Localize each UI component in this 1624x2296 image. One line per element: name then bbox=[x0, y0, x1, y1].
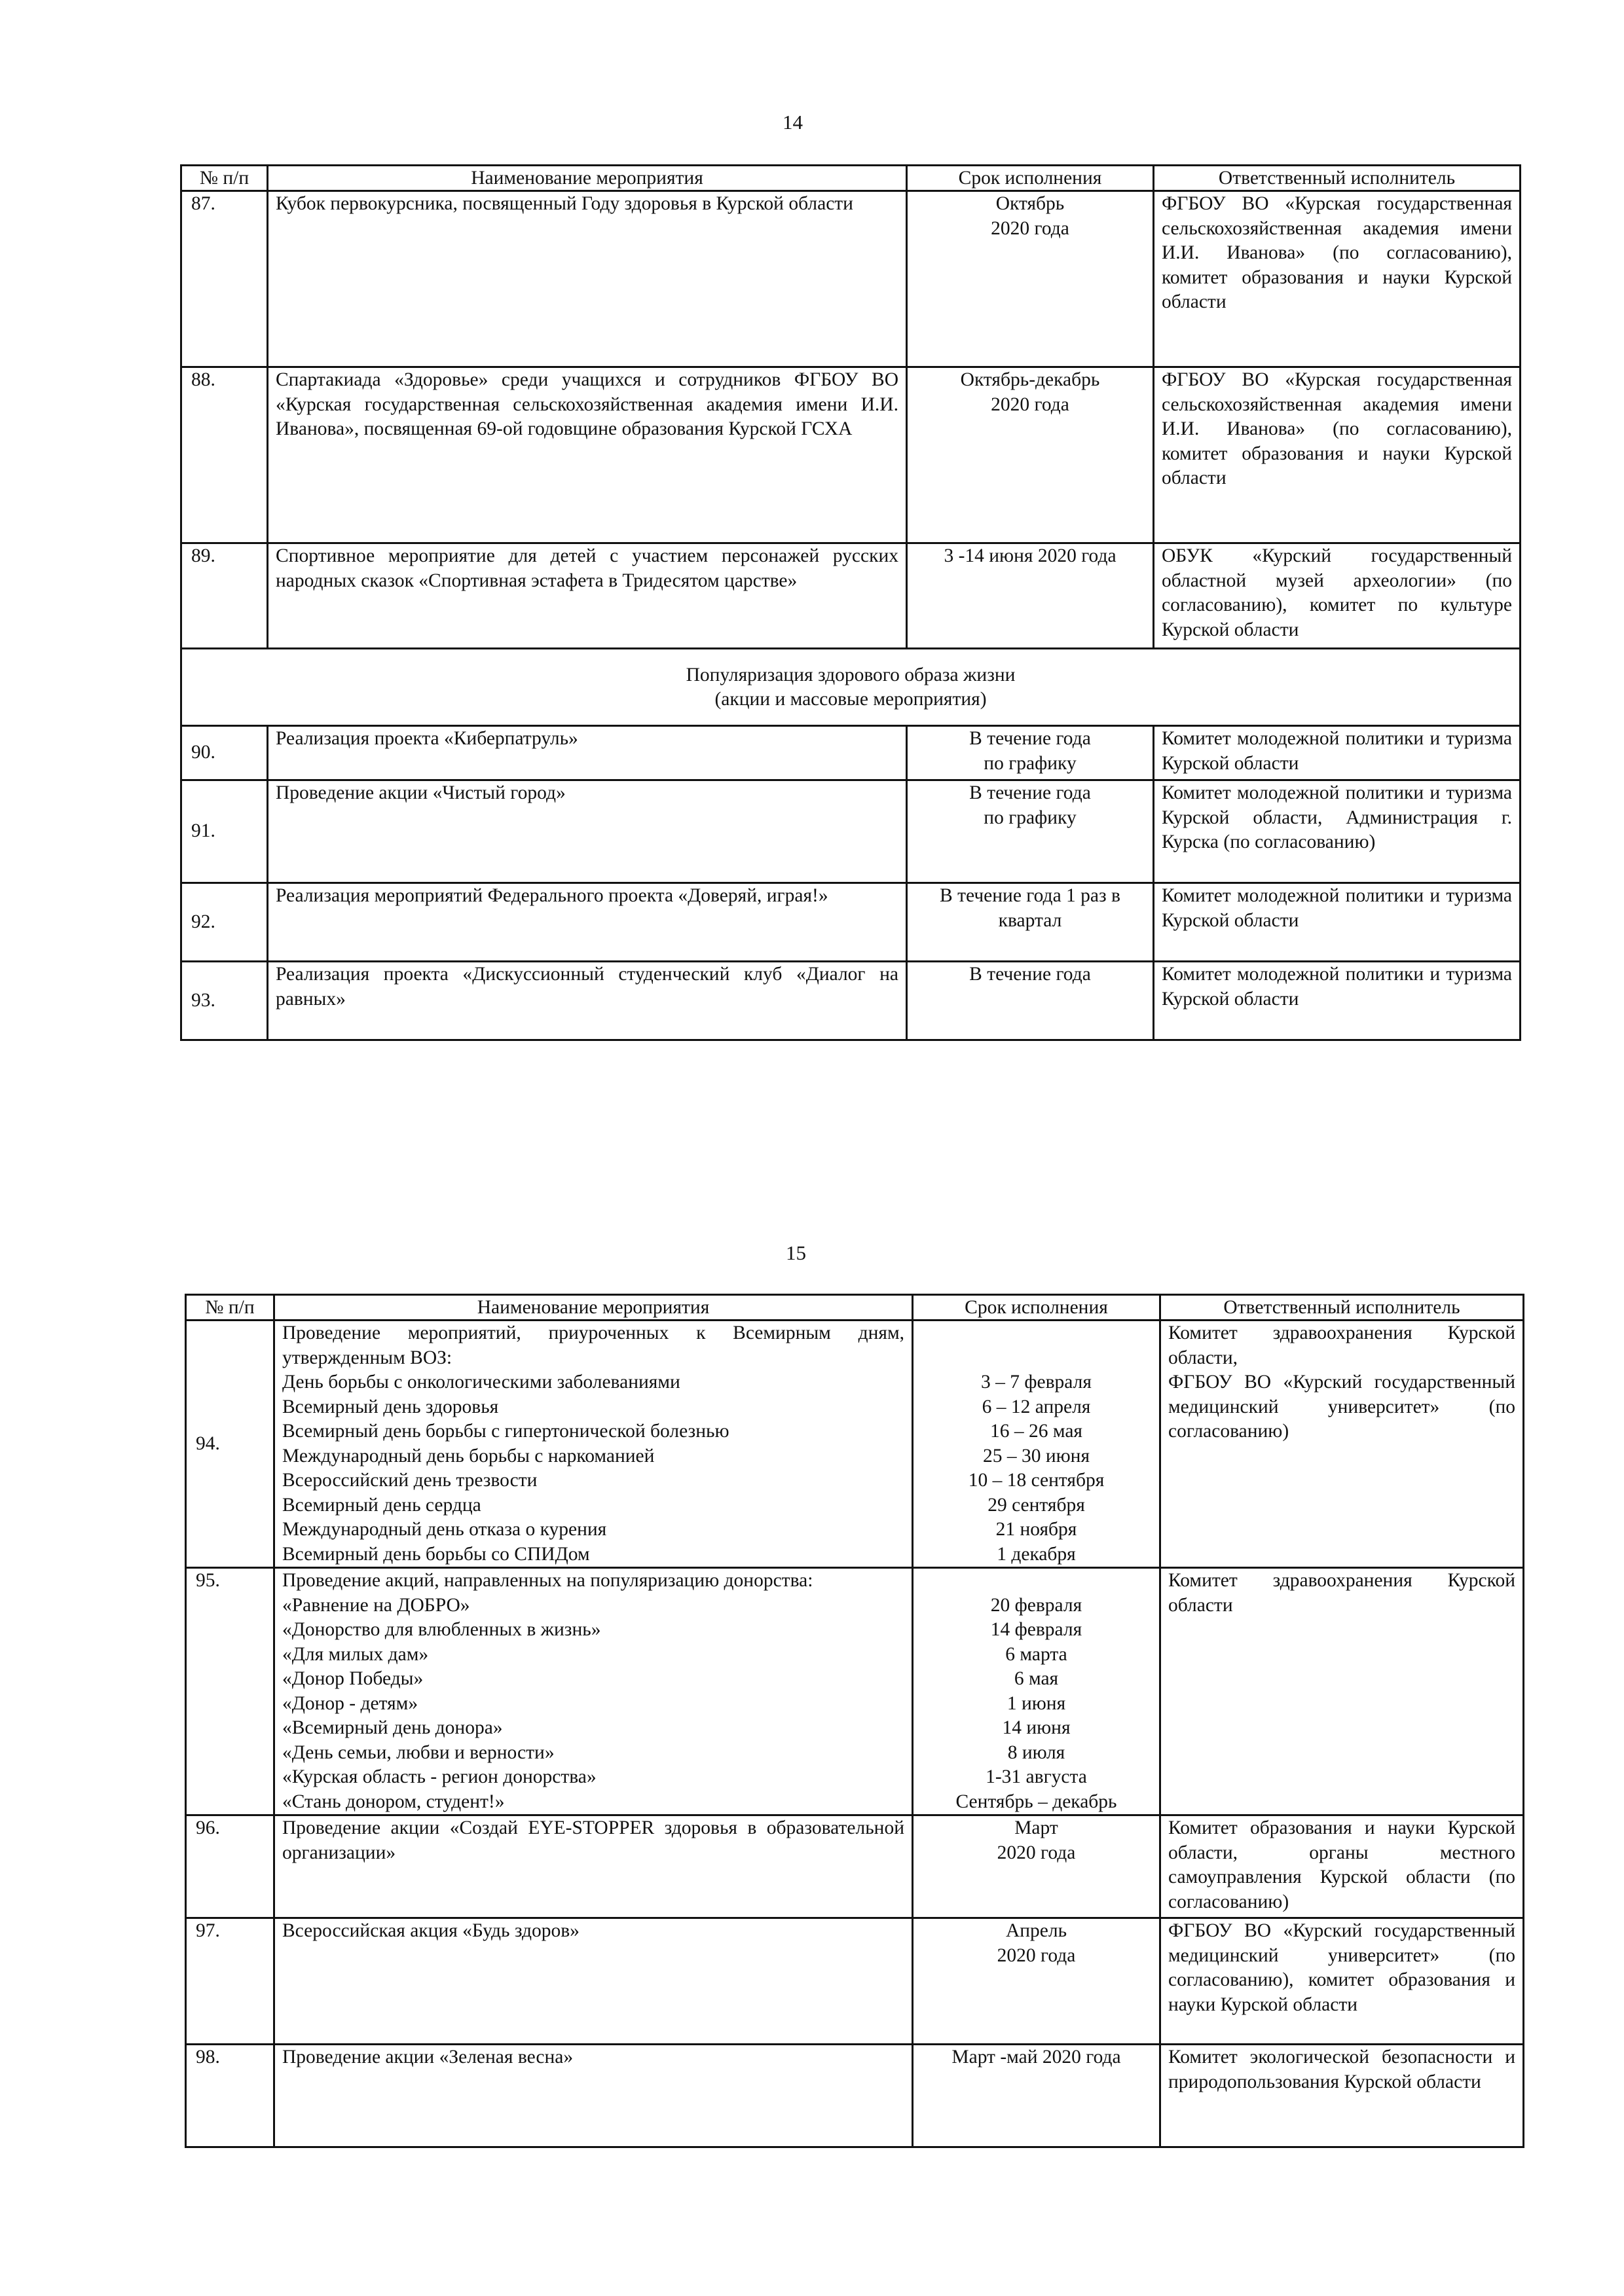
header-responsible: Ответственный исполнитель bbox=[1160, 1295, 1524, 1321]
event-term bbox=[913, 1568, 1160, 1815]
table-row bbox=[186, 1815, 1524, 1918]
who-day-name: Международный день отказа о курения bbox=[282, 1519, 607, 1540]
section-subtitle: (акции и массовые мероприятия) bbox=[714, 688, 987, 710]
donor-action-name: «Донорство для влюбленных в жизнь» bbox=[282, 1619, 601, 1640]
header-term: Срок исполнения bbox=[907, 166, 1154, 191]
event-responsible: ФГБОУ ВО «Курский государственный медицинский университет» (по согласованию), комитет образования и науки Курской области bbox=[1160, 1918, 1524, 2045]
table-row bbox=[181, 367, 1521, 543]
event-name bbox=[274, 1321, 913, 1568]
who-day-date: 3 – 7 февраля bbox=[981, 1372, 1092, 1393]
row-number: 98. bbox=[186, 2045, 274, 2147]
donor-action-date: 8 июля bbox=[1007, 1741, 1065, 1763]
who-day-name: Всемирный день здоровья bbox=[282, 1396, 499, 1417]
term-line: 3 -14 июня 2020 года bbox=[944, 545, 1116, 566]
donor-action-date: 20 февраля bbox=[990, 1594, 1082, 1616]
table-header-row bbox=[186, 1295, 1524, 1321]
row-number: 94. bbox=[186, 1321, 274, 1568]
term-line: В течение года bbox=[969, 964, 1091, 985]
event-responsible: Комитет молодежной политики и туризма Курской области bbox=[1154, 962, 1521, 1040]
event-intro: Проведение акций, направленных на популяризацию донорства: bbox=[282, 1570, 813, 1591]
event-term bbox=[913, 2045, 1160, 2147]
who-day-date: 21 ноября bbox=[995, 1519, 1077, 1540]
event-responsible: Комитет молодежной политики и туризма Курской области bbox=[1154, 883, 1521, 962]
events-table-page-14 bbox=[180, 164, 1521, 1041]
event-term bbox=[907, 191, 1154, 367]
row-number: 88. bbox=[181, 367, 268, 543]
term-line: В течение года bbox=[969, 782, 1091, 803]
event-name: Реализация проекта «Киберпатруль» bbox=[268, 726, 907, 780]
table-row bbox=[181, 726, 1521, 780]
donor-action-name: «Донор - детям» bbox=[282, 1692, 418, 1714]
responsible-line: ФГБОУ ВО «Курский государственный медицинский университет» (по согласованию) bbox=[1168, 1372, 1515, 1442]
event-term bbox=[913, 1321, 1160, 1568]
donor-action-date: 1-31 августа bbox=[986, 1766, 1087, 1787]
term-line: по графику bbox=[984, 807, 1077, 828]
term-line: Апрель bbox=[1005, 1920, 1067, 1941]
row-number: 90. bbox=[181, 726, 268, 780]
term-line: В течение года 1 раз в bbox=[940, 885, 1120, 906]
who-day-date: 6 – 12 апреля bbox=[982, 1396, 1091, 1417]
row-number: 97. bbox=[186, 1918, 274, 2045]
event-responsible bbox=[1160, 1321, 1524, 1568]
event-name: Реализация проекта «Дискуссионный студенческий клуб «Диалог на равных» bbox=[268, 962, 907, 1040]
row-number: 87. bbox=[181, 191, 268, 367]
who-day-date: 10 – 18 сентября bbox=[968, 1470, 1105, 1491]
page-number: 15 bbox=[786, 1241, 806, 1264]
term-line: Октябрь bbox=[995, 193, 1065, 214]
section-row bbox=[181, 649, 1521, 726]
donor-action-date: 14 февраля bbox=[990, 1619, 1082, 1640]
term-line: Октябрь-декабрь bbox=[960, 369, 1100, 390]
row-number: 95. bbox=[186, 1568, 274, 1815]
term-line: 2020 года bbox=[997, 1842, 1076, 1863]
table-row bbox=[181, 543, 1521, 649]
term-line: 2020 года bbox=[997, 1944, 1076, 1966]
table-row bbox=[181, 191, 1521, 367]
header-name: Наименование мероприятия bbox=[274, 1295, 913, 1321]
event-name: Проведение акции «Чистый город» bbox=[268, 780, 907, 883]
event-responsible: Комитет здравоохранения Курской области bbox=[1160, 1568, 1524, 1815]
who-day-date: 29 сентября bbox=[987, 1494, 1085, 1516]
event-term bbox=[907, 367, 1154, 543]
donor-action-name: «Равнение на ДОБРО» bbox=[282, 1594, 470, 1616]
donor-action-date: 6 марта bbox=[1005, 1643, 1067, 1665]
spacer bbox=[921, 1569, 1152, 1594]
header-num: № п/п bbox=[181, 166, 268, 191]
event-responsible: Комитет образования и науки Курской области, органы местного самоуправления Курской области (по согласованию) bbox=[1160, 1815, 1524, 1918]
who-day-name: Всемирный день борьбы со СПИДом bbox=[282, 1543, 590, 1565]
table-row bbox=[186, 1568, 1524, 1815]
table-row bbox=[186, 1918, 1524, 2045]
table-row bbox=[181, 962, 1521, 1040]
term-line: по графику bbox=[984, 752, 1077, 774]
term-line: квартал bbox=[998, 909, 1062, 931]
table-row bbox=[181, 780, 1521, 883]
event-responsible: ФГБОУ ВО «Курская государственная сельскохозяйственная академия имени И.И. Иванова» (по согласованию), комитет образования и науки Курской области bbox=[1154, 191, 1521, 367]
header-name: Наименование мероприятия bbox=[268, 166, 907, 191]
donor-action-date: 6 мая bbox=[1014, 1668, 1059, 1689]
event-name: Проведение акции «Зеленая весна» bbox=[274, 2045, 913, 2147]
who-day-name: День борьбы с онкологическими заболеваниями bbox=[282, 1372, 680, 1393]
who-day-date: 25 – 30 июня bbox=[982, 1445, 1090, 1467]
table-row bbox=[186, 1321, 1524, 1568]
event-responsible: ФГБОУ ВО «Курская государственная сельскохозяйственная академия имени И.И. Иванова» (по согласованию), комитет образования и науки Курской области bbox=[1154, 367, 1521, 543]
donor-action-name: «Курская область - регион донорства» bbox=[282, 1766, 597, 1787]
donor-action-name: «Всемирный день донора» bbox=[282, 1717, 503, 1738]
event-term bbox=[913, 1918, 1160, 2045]
term-line: Март -май 2020 года bbox=[951, 2047, 1121, 2068]
section-title: Популяризация здорового образа жизни bbox=[686, 664, 1016, 685]
events-table-page-15 bbox=[185, 1294, 1524, 2148]
event-name: Спартакиада «Здоровье» среди учащихся и сотрудников ФГБОУ ВО «Курская государственная сельскохозяйственная академия имени И.И. Иванова», посвященная 69-ой годовщине образования Курской ГСХА bbox=[268, 367, 907, 543]
donor-action-name: «Донор Победы» bbox=[282, 1668, 424, 1689]
header-num: № п/п bbox=[186, 1295, 274, 1321]
event-term bbox=[907, 543, 1154, 649]
event-name: Всероссийская акция «Будь здоров» bbox=[274, 1918, 913, 2045]
event-name bbox=[274, 1568, 913, 1815]
event-name: Реализация мероприятий Федерального проекта «Доверяй, играя!» bbox=[268, 883, 907, 962]
event-term bbox=[907, 962, 1154, 1040]
who-day-date: 16 – 26 мая bbox=[989, 1421, 1082, 1442]
who-day-name: Всемирный день сердца bbox=[282, 1494, 481, 1516]
who-day-name: Всемирный день борьбы с гипертонической болезнью bbox=[282, 1421, 729, 1442]
donor-action-name: «Стань донором, студент!» bbox=[282, 1791, 505, 1812]
who-day-name: Международный день борьбы с наркоманией bbox=[282, 1445, 655, 1467]
row-number: 93. bbox=[181, 962, 268, 1040]
term-line: В течение года bbox=[969, 728, 1091, 749]
row-number: 91. bbox=[181, 780, 268, 883]
table-row bbox=[186, 2045, 1524, 2147]
who-day-date: 1 декабря bbox=[997, 1543, 1076, 1565]
donor-action-name: «День семьи, любви и верности» bbox=[282, 1741, 555, 1763]
responsible-line: Комитет здравоохранения Курской области, bbox=[1168, 1322, 1515, 1368]
event-responsible: Комитет экологической безопасности и природопользования Курской области bbox=[1160, 2045, 1524, 2147]
who-day-name: Всероссийский день трезвости bbox=[282, 1470, 538, 1491]
term-line: 2020 года bbox=[991, 217, 1069, 239]
section-heading bbox=[181, 649, 1521, 726]
event-name: Кубок первокурсника, посвященный Году здоровья в Курской области bbox=[268, 191, 907, 367]
event-term bbox=[907, 780, 1154, 883]
event-term bbox=[907, 883, 1154, 962]
event-term bbox=[907, 726, 1154, 780]
table-header-row bbox=[181, 166, 1521, 191]
event-name: Проведение акции «Создай EYE-STOPPER здоровья в образовательной организации» bbox=[274, 1815, 913, 1918]
event-responsible: Комитет молодежной политики и туризма Курской области bbox=[1154, 726, 1521, 780]
donor-action-date: 14 июня bbox=[1002, 1717, 1071, 1738]
term-line: 2020 года bbox=[991, 393, 1069, 415]
donor-action-date: 1 июня bbox=[1006, 1692, 1066, 1714]
row-number: 92. bbox=[181, 883, 268, 962]
donor-action-date: Сентябрь – декабрь bbox=[955, 1791, 1117, 1812]
event-term bbox=[913, 1815, 1160, 1918]
event-responsible: Комитет молодежной политики и туризма Курской области, Администрация г. Курска (по согласованию) bbox=[1154, 780, 1521, 883]
header-term: Срок исполнения bbox=[913, 1295, 1160, 1321]
row-number: 89. bbox=[181, 543, 268, 649]
event-responsible: ОБУК «Курский государственный областной музей археологии» (по согласованию), комитет по культуре Курской области bbox=[1154, 543, 1521, 649]
event-intro: Проведение мероприятий, приуроченных к Всемирным дням, утвержденным ВОЗ: bbox=[282, 1322, 904, 1368]
row-number: 96. bbox=[186, 1815, 274, 1918]
event-name: Спортивное мероприятие для детей с участием персонажей русских народных сказок «Спортивная эстафета в Тридесятом царстве» bbox=[268, 543, 907, 649]
table-row bbox=[181, 883, 1521, 962]
page-number: 14 bbox=[783, 111, 803, 134]
term-line: Март bbox=[1014, 1817, 1058, 1838]
header-responsible: Ответственный исполнитель bbox=[1154, 166, 1521, 191]
donor-action-name: «Для милых дам» bbox=[282, 1643, 429, 1665]
spacer bbox=[921, 1346, 1152, 1371]
spacer bbox=[921, 1321, 1152, 1346]
